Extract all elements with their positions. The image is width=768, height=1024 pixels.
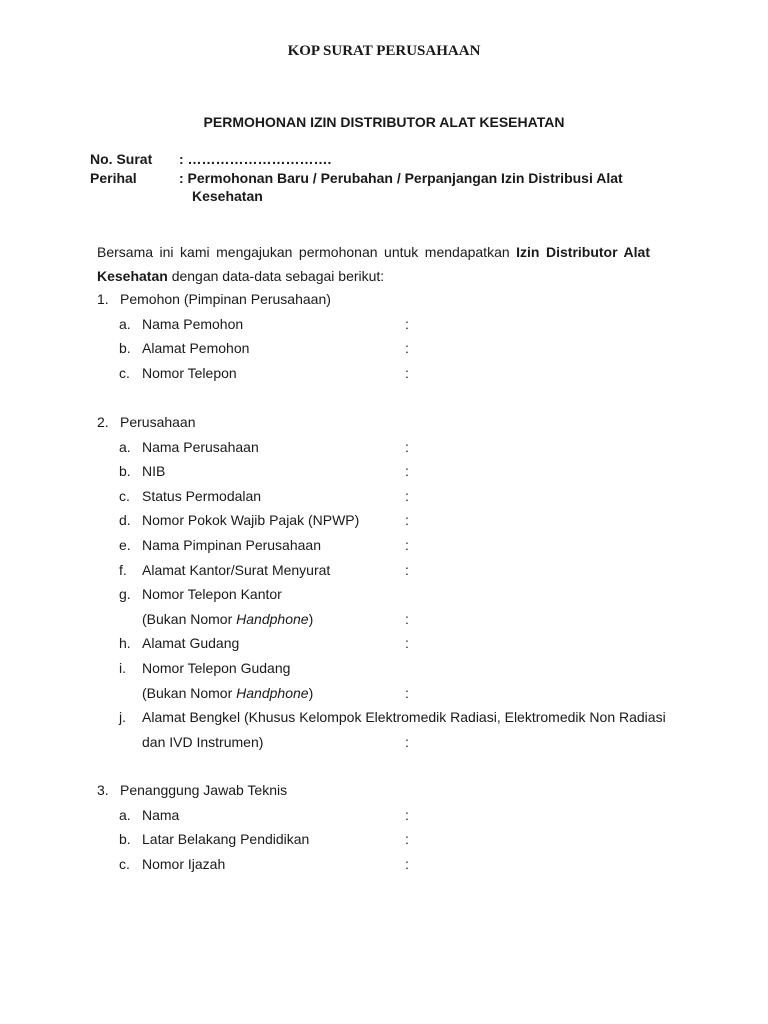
- field-label: Alamat Pemohon: [142, 340, 250, 357]
- section-number: 2.: [97, 414, 109, 430]
- field-letter: e.: [119, 537, 131, 553]
- field-value-colon: :: [405, 733, 409, 750]
- no-surat-label: No. Surat: [90, 151, 153, 167]
- field-label: Nama Pemohon: [142, 315, 244, 332]
- field-label: Nomor Telepon Kantor: [142, 586, 282, 603]
- intro-line-2: [97, 268, 384, 284]
- intro-line-1: [97, 240, 650, 264]
- section-title: Pemohon (Pimpinan Perusahaan): [120, 291, 331, 307]
- intro-text-1: Bersama ini kami mengajukan permohonan untuk mendapatkan: [97, 244, 517, 260]
- field-label-emphasis: Handphone: [236, 684, 309, 701]
- field-value-colon: :: [405, 512, 409, 529]
- document-title: PERMOHONAN IZIN DISTRIBUTOR ALAT KESEHATAN: [203, 114, 565, 130]
- field-letter: b.: [119, 831, 131, 848]
- field-label: Alamat Kantor/Surat Menyurat: [142, 561, 331, 578]
- field-label: Nama: [142, 806, 180, 823]
- field-letter: c.: [119, 364, 130, 381]
- field-label-continued: [142, 734, 263, 750]
- intro-text-2: dengan data-data sebagai berikut:: [167, 268, 385, 284]
- field-label-continued: [142, 685, 313, 701]
- field-label: Nama Perusahaan: [142, 438, 259, 455]
- field-label: Status Permodalan: [142, 487, 262, 504]
- section-number: 3.: [97, 782, 109, 798]
- field-label: Alamat Bengkel (Khusus Kelompok Elektromedik Radiasi, Elektromedik Non Radiasi: [142, 709, 666, 726]
- field-value-colon: :: [405, 315, 409, 332]
- field-label: Nama Pimpinan Perusahaan: [142, 537, 321, 553]
- field-letter: g.: [119, 586, 131, 603]
- field-label: NIB: [142, 463, 166, 480]
- field-label-text: dan IVD Instrumen): [142, 733, 264, 750]
- field-letter: f.: [119, 561, 127, 578]
- field-value-colon: :: [405, 610, 409, 627]
- section-title: Penanggung Jawab Teknis: [120, 782, 288, 798]
- field-value-colon: :: [405, 364, 409, 381]
- field-value-colon: :: [405, 463, 409, 480]
- field-value-colon: :: [405, 684, 409, 701]
- field-letter: a.: [119, 438, 131, 455]
- section-number: 1.: [97, 291, 109, 307]
- field-value-colon: :: [405, 561, 409, 578]
- field-label: Alamat Gudang: [142, 635, 240, 652]
- field-label-text: (Bukan Nomor: [142, 610, 237, 627]
- field-letter: c.: [119, 487, 130, 504]
- letterhead-placeholder: KOP SURAT PERUSAHAAN: [287, 43, 481, 59]
- field-letter: a.: [119, 806, 131, 823]
- field-letter: a.: [119, 315, 131, 332]
- field-letter: c.: [119, 855, 130, 872]
- perihal-value-continued: Kesehatan: [192, 188, 263, 204]
- field-letter: j.: [119, 709, 126, 726]
- field-letter: b.: [119, 340, 131, 357]
- intro-bold-2: Kesehatan: [97, 268, 168, 284]
- field-label-text: ): [308, 684, 314, 701]
- field-value-colon: :: [405, 537, 409, 553]
- field-label-text: ): [308, 610, 314, 627]
- field-value-colon: :: [405, 855, 409, 872]
- field-value-colon: :: [405, 438, 409, 455]
- intro-bold-1: Izin Distributor Alat: [516, 244, 650, 260]
- perihal-label: Perihal: [90, 170, 137, 186]
- field-label: Nomor Telepon: [142, 364, 237, 381]
- section-title: Perusahaan: [120, 414, 196, 430]
- field-label: Nomor Pokok Wajib Pajak (NPWP): [142, 512, 360, 529]
- intro-paragraph: [97, 240, 650, 288]
- field-label: Latar Belakang Pendidikan: [142, 831, 310, 848]
- field-letter: b.: [119, 463, 131, 480]
- field-letter: d.: [119, 512, 131, 529]
- field-value-colon: :: [405, 831, 409, 848]
- perihal-value: : Permohonan Baru / Perubahan / Perpanjangan Izin Distribusi Alat: [179, 170, 623, 186]
- field-letter: h.: [119, 635, 131, 652]
- field-letter: i.: [119, 660, 126, 676]
- field-label-emphasis: Handphone: [236, 610, 309, 627]
- field-label-continued: [142, 611, 313, 627]
- field-value-colon: :: [405, 487, 409, 504]
- field-label: Nomor Telepon Gudang: [142, 660, 291, 676]
- field-label-text: (Bukan Nomor: [142, 684, 237, 701]
- field-value-colon: :: [405, 635, 409, 652]
- field-value-colon: :: [405, 340, 409, 357]
- field-value-colon: :: [405, 806, 409, 823]
- no-surat-value: : ………………………….: [179, 151, 332, 167]
- field-label: Nomor Ijazah: [142, 855, 226, 872]
